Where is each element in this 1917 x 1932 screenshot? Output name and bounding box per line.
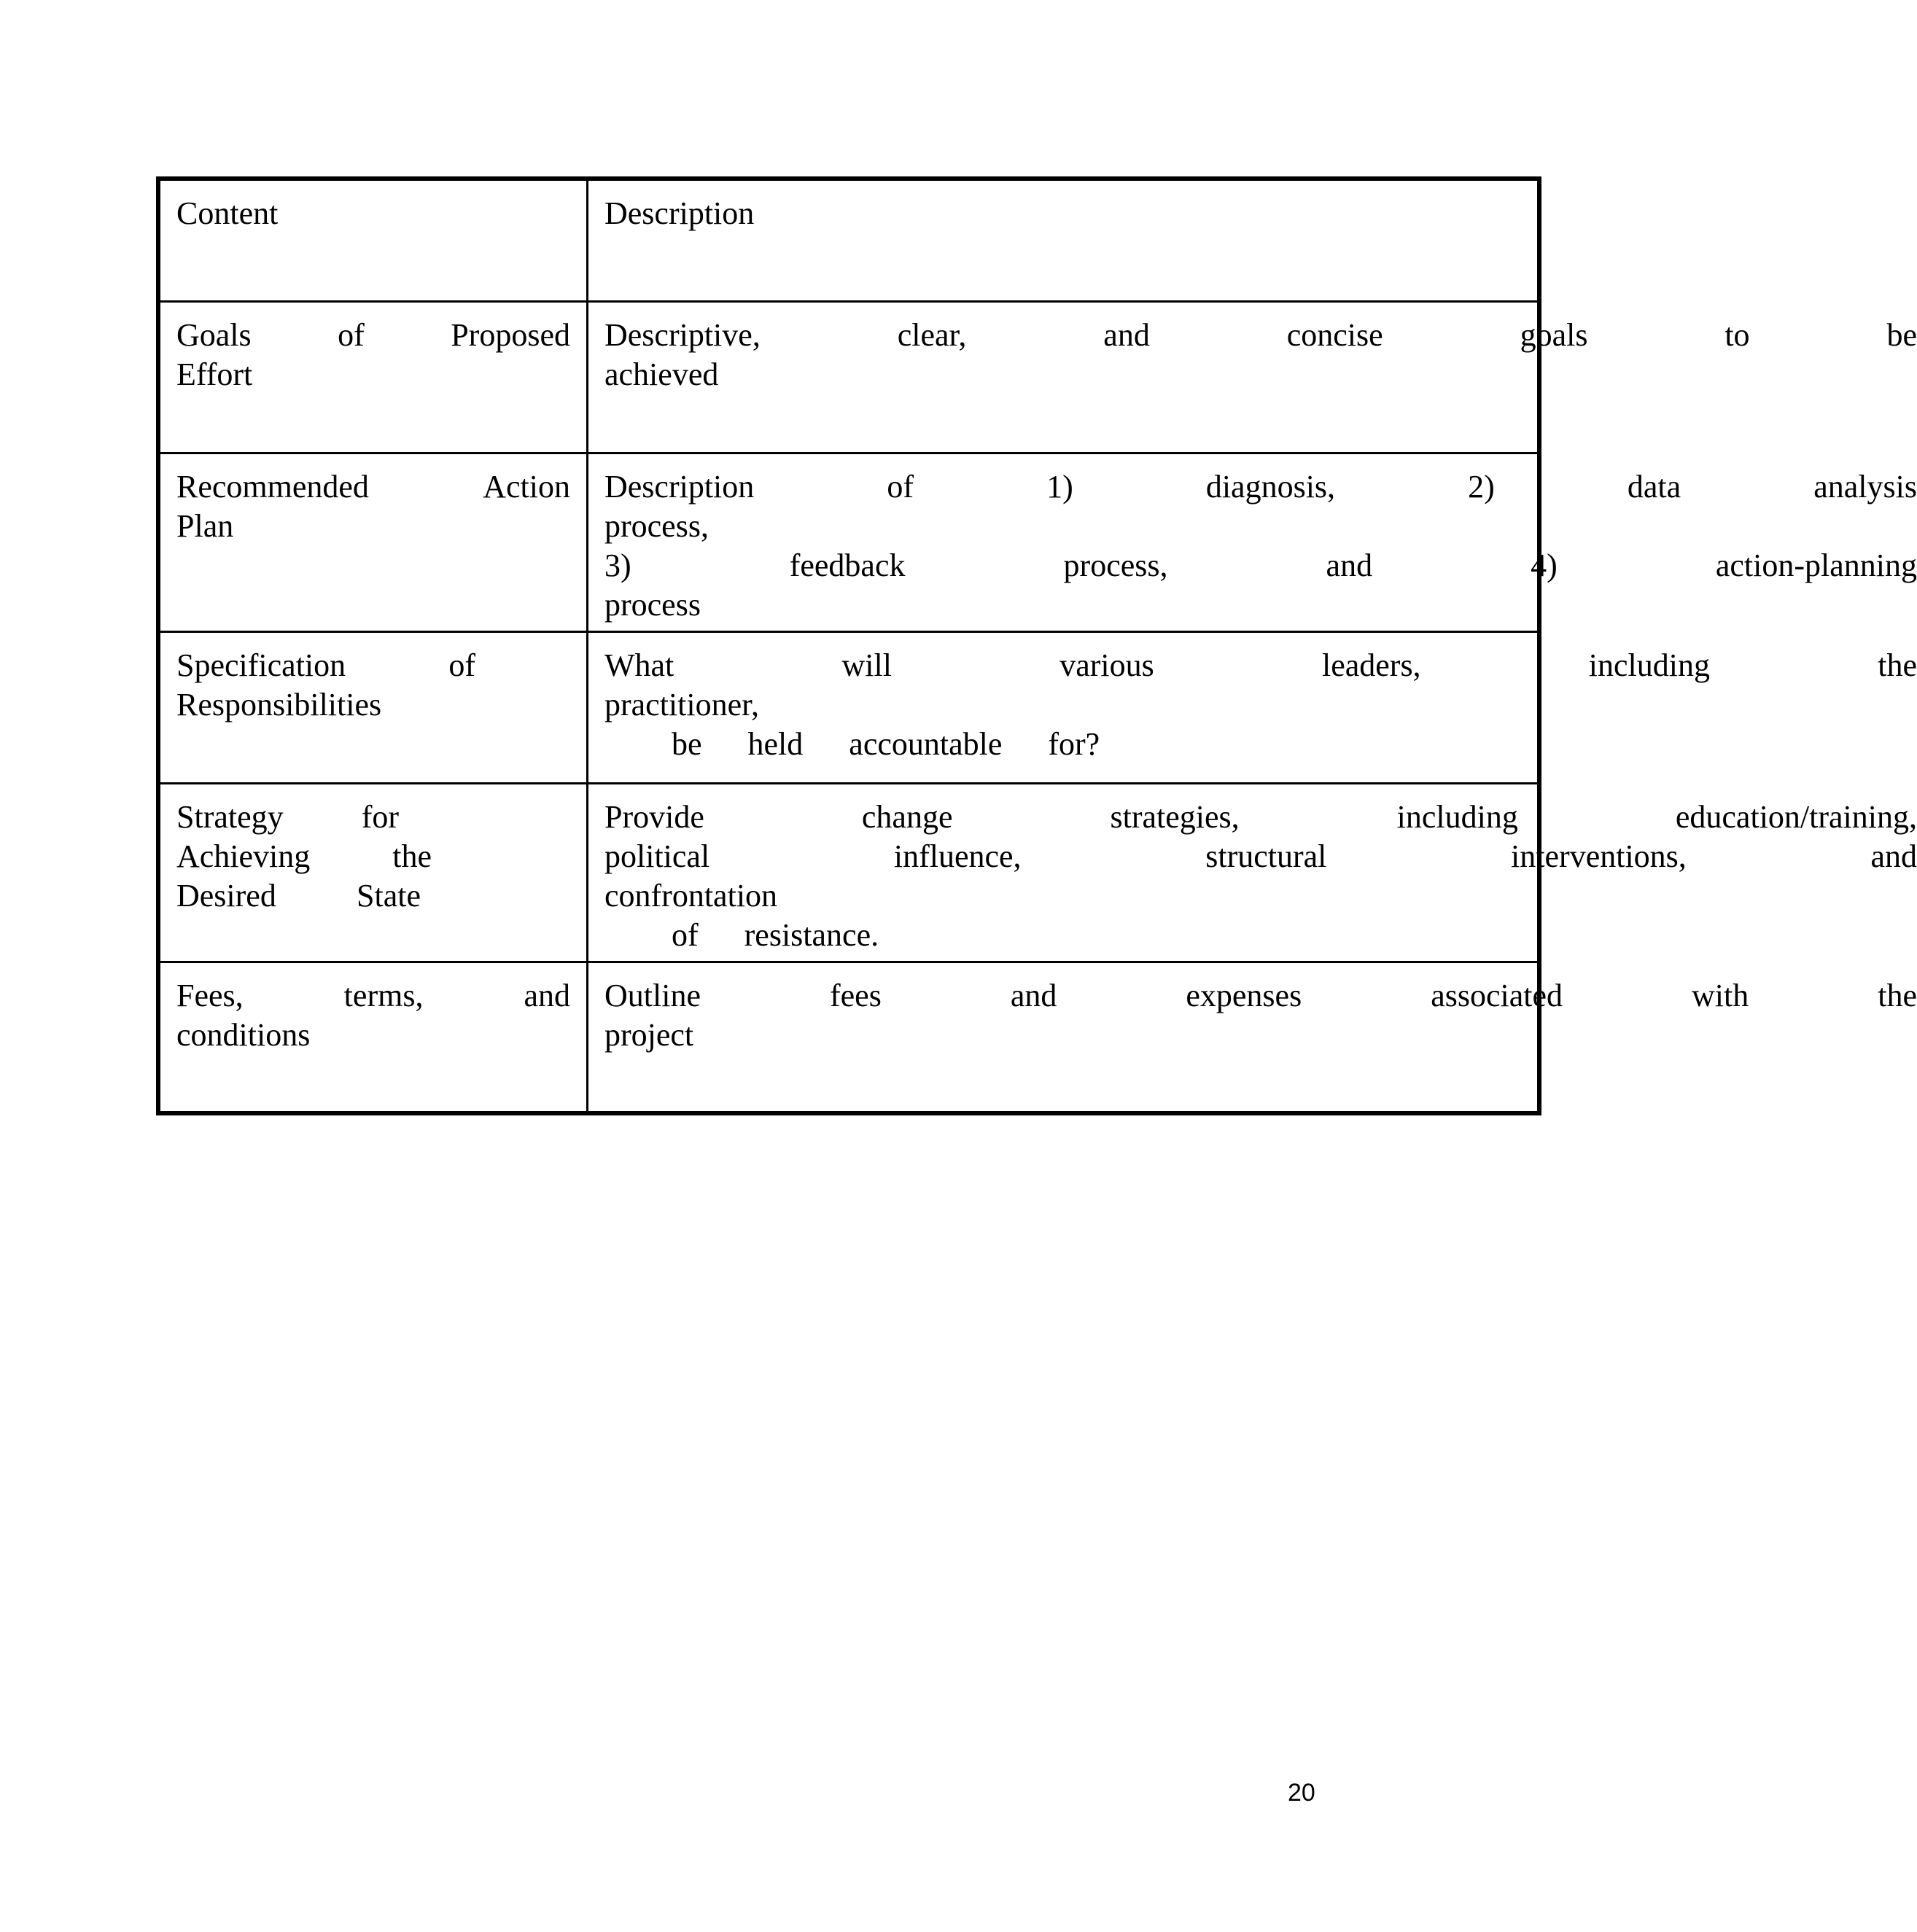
table-row xyxy=(158,783,1539,962)
proposal-content-table xyxy=(156,176,1917,1115)
document-table-container xyxy=(156,176,1917,1115)
description-line: Provide change strategies, including education/training, xyxy=(604,798,1917,835)
content-cell xyxy=(158,453,588,631)
content-cell xyxy=(158,962,588,1113)
table-row xyxy=(158,631,1539,783)
table-row xyxy=(158,301,1539,453)
description-line: What will various leaders, including the xyxy=(604,647,1917,683)
description-line: of resistance. xyxy=(672,916,879,953)
content-cell xyxy=(158,783,588,962)
description-line: Descriptive, clear, and concise goals to be xyxy=(604,316,1917,353)
table-row xyxy=(158,962,1539,1113)
header-cell-content xyxy=(158,179,588,301)
content-line: Plan xyxy=(176,507,234,544)
content-line: Effort xyxy=(176,356,253,392)
content-line: Responsibilities xyxy=(176,686,382,722)
description-line: project xyxy=(604,1016,694,1053)
description-cell xyxy=(588,453,1917,631)
description-line: process, xyxy=(604,507,709,544)
description-cell xyxy=(588,783,1917,962)
content-line: conditions xyxy=(176,1016,311,1053)
content-line: Fees, terms, and xyxy=(176,977,570,1013)
header-content-label: Content xyxy=(176,195,279,231)
header-cell-description xyxy=(588,179,1540,301)
description-line: Outline fees and expenses associated with the xyxy=(604,977,1917,1013)
content-line: Desired State xyxy=(176,877,421,914)
header-description-label: Description xyxy=(604,195,755,231)
content-line: Achieving the xyxy=(176,838,432,874)
description-line: achieved xyxy=(604,356,719,392)
description-line: confrontation xyxy=(604,877,778,914)
description-line: practitioner, xyxy=(604,686,760,722)
table-header-row xyxy=(158,179,1539,301)
description-cell xyxy=(588,631,1917,783)
table-row xyxy=(158,453,1539,631)
content-line: Specification of xyxy=(176,647,475,683)
content-line: Strategy for xyxy=(176,798,399,835)
description-line: 3) feedback process, and 4) action-planning xyxy=(604,547,1917,583)
content-cell xyxy=(158,631,588,783)
description-cell xyxy=(588,962,1917,1113)
description-cell xyxy=(588,301,1917,453)
description-line: political influence, structural interventions, and xyxy=(604,838,1917,874)
description-line: process xyxy=(604,586,701,623)
page-number: 20 xyxy=(1288,1779,1315,1807)
description-line: be held accountable for? xyxy=(672,725,1100,762)
content-cell xyxy=(158,301,588,453)
content-line: Recommended Action xyxy=(176,468,570,505)
content-line: Goals of Proposed xyxy=(176,316,570,353)
description-line: Description of 1) diagnosis, 2) data analysis xyxy=(604,468,1917,505)
